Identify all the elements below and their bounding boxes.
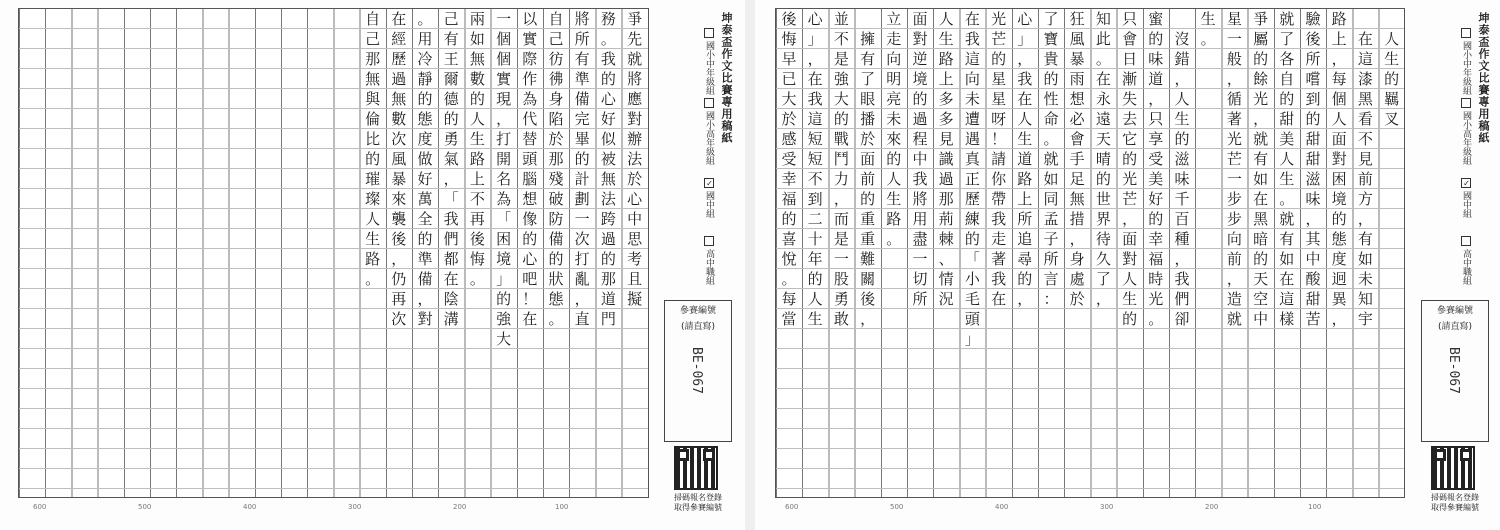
ruler-mark: 400 xyxy=(995,503,1009,511)
manuscript-column: 兩 如 無 數 的 人 生 路 上 不 再 後 悔 。 xyxy=(469,10,485,288)
manuscript-column: 在 這 漆 黑 看 不 見 前 方 ， 有 如 未 知 宇 xyxy=(1357,30,1373,328)
ruler-mark: 600 xyxy=(33,503,47,511)
manuscript-column: 了 寶 貴 的 性 命 。 就 如 同 孟 子 所 言 ： xyxy=(1043,10,1059,308)
qr-caption: 掃碼報名登錄 取得參賽編號 xyxy=(1431,493,1479,512)
manuscript-column: 立 走 向 明 亮 未 來 的 人 生 路 。 xyxy=(886,10,902,248)
page-gutter xyxy=(745,0,755,530)
manuscript-column xyxy=(202,9,228,497)
checkbox-icon[interactable] xyxy=(1461,98,1471,108)
manuscript-column xyxy=(71,9,97,497)
manuscript-column: 驗 後 所 嚐 到 的 甜 甜 滋 味 ， 其 中 酸 甜 苦 xyxy=(1305,10,1321,328)
manuscript-column: 自 己 那 無 與 倫 比 的 璀 璨 人 生 路 。 xyxy=(365,10,381,288)
participant-id: BE-067 xyxy=(689,347,704,394)
manuscript-column: 後 悔 早 已 大 於 感 受 幸 福 的 喜 悅 。 每 當 xyxy=(781,10,797,328)
manuscript-column: 心 」 ， 在 我 這 短 短 不 到 二 十 年 的 人 生 xyxy=(807,10,823,328)
ruler-mark: 500 xyxy=(138,503,152,511)
form-info-panel-right xyxy=(1415,8,1495,513)
id-hint: (請直寫) xyxy=(680,322,716,332)
checkbox-icon[interactable] xyxy=(704,28,714,38)
id-label: 參賽編號 xyxy=(679,306,716,316)
option-junior-high[interactable]: ✓國中組 xyxy=(704,179,714,218)
checkbox-icon[interactable] xyxy=(1461,28,1471,38)
manuscript-column xyxy=(150,9,176,497)
ruler-mark: 100 xyxy=(1308,503,1322,511)
manuscript-column: 擁 有 了 眼 播 於 面 前 的 重 重 難 關 後 ， xyxy=(860,30,876,328)
manuscript-column: 路 上 ， 每 個 人 面 對 困 境 的 態 度 迥 異 ， xyxy=(1331,10,1347,328)
option-junior-high[interactable]: ✓國中組 xyxy=(1461,179,1471,218)
manuscript-column xyxy=(229,9,255,497)
manuscript-column: 沒 錯 ， 人 生 的 滋 味 千 百 種 ， 我 們 卻 xyxy=(1174,30,1190,328)
participant-id-box xyxy=(664,300,732,442)
manuscript-column: 光 芒 的 星 星 呀 ！ 請 你 帶 我 走 著 我 在 xyxy=(991,10,1007,308)
form-info-panel-left xyxy=(658,8,738,513)
manuscript-column: 在 經 歷 過 無 數 次 風 暴 來 襲 後 ， 仍 再 次 xyxy=(391,10,407,328)
manuscript-column: 爭 屬 的 餘 光 ， 就 有 如 在 黑 暗 的 天 空 中 xyxy=(1253,10,1269,328)
manuscript-column: 爭 先 就 將 應 對 辦 法 於 心 中 思 考 且 擬 xyxy=(627,10,643,308)
checkbox-icon[interactable] xyxy=(1461,236,1471,246)
option-elementary-middle[interactable]: 國小中年級組 xyxy=(703,28,716,95)
qr-caption: 掃碼報名登錄 取得參賽編號 xyxy=(674,493,722,512)
manuscript-column xyxy=(281,9,307,497)
option-elementary-upper[interactable]: 國小高年級組 xyxy=(1460,98,1473,165)
manuscript-column: 將 所 有 準 備 完 畢 的 計 劃 一 次 打 亂 ， 直 xyxy=(574,10,590,328)
option-senior-high[interactable]: 高中職組 xyxy=(703,236,716,285)
qr-code-icon[interactable] xyxy=(674,446,718,490)
manuscript-column xyxy=(45,9,71,497)
manuscript-column: 。 用 冷 靜 的 態 度 做 好 萬 全 的 準 備 ， 對 xyxy=(417,10,433,328)
manuscript-column: 務 。 我 的 心 好 似 被 無 法 跨 過 的 那 道 門 xyxy=(600,10,616,328)
manuscript-column: 面 對 逆 境 的 過 程 中 我 將 用 盡 一 切 所 xyxy=(912,10,928,308)
manuscript-column: 星 一 般 ， 循 著 光 芒 一 步 步 向 前 ， 造 就 xyxy=(1226,10,1242,328)
id-label: 參賽編號 xyxy=(1436,306,1473,316)
participant-id: BE-067 xyxy=(1446,347,1461,394)
ruler-mark: 200 xyxy=(453,503,467,511)
manuscript-column xyxy=(19,9,45,497)
manuscript-column: 人 生 路 上 多 多 見 識 過 那 荊 棘 、 情 況 xyxy=(938,10,954,308)
manuscript-column: 就 了 各 自 的 甜 美 人 生 。 就 有 如 在 這 樣 xyxy=(1279,10,1295,328)
option-elementary-upper[interactable]: 國小高年級組 xyxy=(703,98,716,165)
participant-id-box xyxy=(1421,300,1489,442)
manuscript-column: 知 此 。 在 永 遠 天 晴 的 世 界 待 久 了 ， xyxy=(1095,10,1111,308)
left-page xyxy=(0,0,745,530)
manuscript-column xyxy=(333,9,359,497)
right-page xyxy=(755,0,1500,530)
manuscript-column xyxy=(98,9,124,497)
manuscript-column xyxy=(176,9,202,497)
ruler-mark: 300 xyxy=(1100,503,1114,511)
manuscript-column: 蜜 的 味 道 ， 只 享 受 美 好 的 幸 福 時 光 。 xyxy=(1148,10,1164,328)
option-elementary-middle[interactable]: 國小中年級組 xyxy=(1460,28,1473,95)
checkbox-icon[interactable] xyxy=(704,236,714,246)
manuscript-grid-left xyxy=(18,8,649,498)
manuscript-column: 生 。 xyxy=(1200,10,1216,48)
manuscript-column: 只 會 日 漸 失 去 它 的 光 芒 ， 面 對 人 生 的 xyxy=(1122,10,1138,328)
ruler-mark: 100 xyxy=(555,503,569,511)
ruler-mark: 400 xyxy=(243,503,257,511)
manuscript-column xyxy=(307,9,333,497)
form-title: 坤泰盃作文比賽專用稿紙 xyxy=(720,12,733,144)
manuscript-column: 並 不 是 強 大 的 戰 鬥 力 ， 而 是 一 股 勇 敢 xyxy=(833,10,849,328)
manuscript-column: 狂 風 暴 雨 想 必 會 手 足 無 措 ， 身 處 於 xyxy=(1069,10,1085,308)
manuscript-column: 以 實 際 作 為 代 替 頭 腦 想 像 的 心 吧 ！ 在 xyxy=(522,10,538,328)
ruler-mark: 200 xyxy=(1205,503,1219,511)
checkbox-checked-icon[interactable]: ✓ xyxy=(705,179,714,188)
id-hint: (請直寫) xyxy=(1437,322,1473,332)
qr-code-icon[interactable] xyxy=(1431,446,1475,490)
manuscript-column: 人 生 的 羈 叉 xyxy=(1384,30,1400,128)
ruler-mark: 300 xyxy=(348,503,362,511)
manuscript-column: 在 我 這 向 未 遭 遇 真 正 歷 練 的 「 小 毛 頭 」 xyxy=(964,10,980,348)
ruler-mark: 500 xyxy=(890,503,904,511)
checkbox-icon[interactable] xyxy=(704,98,714,108)
manuscript-grid-right xyxy=(775,8,1405,498)
option-senior-high[interactable]: 高中職組 xyxy=(1460,236,1473,285)
manuscript-column xyxy=(255,9,281,497)
manuscript-column: 自 己 彷 彿 身 陷 於 那 殘 破 防 備 的 狀 態 。 xyxy=(548,10,564,328)
manuscript-column: 己 有 王 爾 德 的 勇 氣 ， 「 我 們 都 在 陰 溝 xyxy=(443,10,459,328)
form-title: 坤泰盃作文比賽專用稿紙 xyxy=(1477,12,1490,144)
manuscript-column xyxy=(124,9,150,497)
manuscript-column: 一 個 個 實 現 ， 打 開 名 為 「 困 境 」 的 強 大 xyxy=(496,10,512,348)
manuscript-column: 心 」 ， 我 在 人 生 道 路 上 所 追 尋 的 ， xyxy=(1017,10,1033,308)
checkbox-checked-icon[interactable]: ✓ xyxy=(1462,179,1471,188)
ruler-mark: 600 xyxy=(785,503,799,511)
